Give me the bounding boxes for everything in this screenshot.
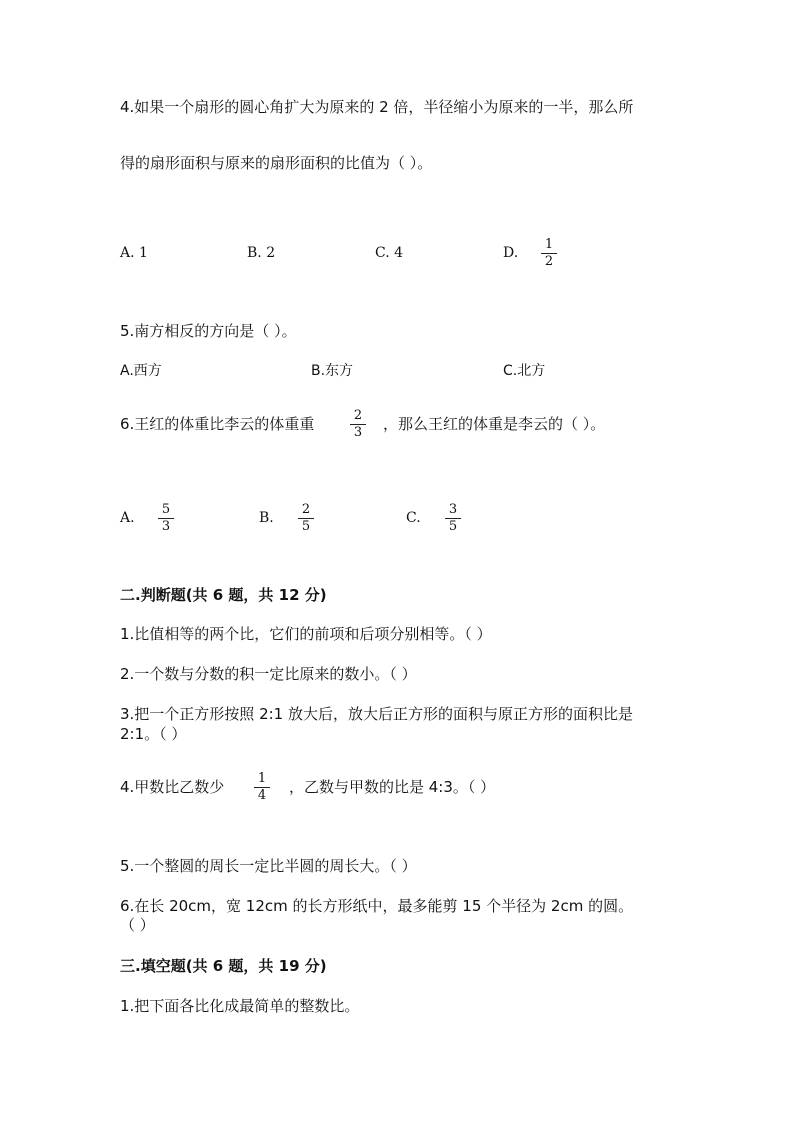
fraction-numerator: 3: [448, 502, 458, 517]
q6-option-b: B.: [259, 510, 274, 526]
q4-option-d: D.: [503, 245, 519, 261]
s2-item-2: 2.一个数与分数的积一定比原来的数小。（ ）: [120, 665, 417, 683]
q4-option-b: B. 2: [247, 245, 276, 261]
s2-item-3-line1: 3.把一个正方形按照 2:1 放大后，放大后正方形的面积与原正方形的面积比是: [120, 705, 633, 723]
q6-option-a-fraction: [156, 503, 176, 534]
q5-option-b: B.东方: [311, 363, 354, 379]
fraction-numerator: 5: [161, 502, 171, 517]
s2-item-1: 1.比值相等的两个比，它们的前项和后项分别相等。（ ）: [120, 625, 492, 643]
fraction-denominator: 3: [353, 425, 363, 440]
section-3-title: 三.填空题(共 6 题，共 19 分): [120, 957, 327, 975]
q6-option-c-fraction: [443, 503, 463, 534]
q4-option-d-fraction: [539, 238, 559, 269]
s2-item-3-line2: 2:1。（ ）: [120, 725, 187, 743]
s2-item-6-line2: （ ）: [120, 916, 155, 934]
q4-option-a: A. 1: [120, 245, 148, 261]
fraction-denominator: 2: [544, 254, 554, 269]
q6-fraction: [348, 409, 368, 440]
q6-text-after: ，那么王红的体重是李云的（ ）。: [383, 415, 606, 433]
fraction-numerator: 1: [544, 237, 554, 252]
fraction-denominator: 5: [301, 519, 311, 534]
fraction-numerator: 1: [257, 771, 267, 786]
s3-item-1: 1.把下面各比化成最简单的整数比。: [120, 997, 360, 1015]
s2-item-4-before: 4.甲数比乙数少: [120, 778, 225, 796]
q6-option-c: C.: [406, 510, 421, 526]
s2-item-6-line1: 6.在长 20cm，宽 12cm 的长方形纸中，最多能剪 15 个半径为 2cm 的圆。: [120, 897, 634, 915]
q6-option-a: A.: [120, 510, 135, 526]
q5-option-a: A.西方: [120, 363, 162, 379]
q4-option-c: C. 4: [375, 245, 404, 261]
q6-text-before: 6.王红的体重比李云的体重重: [120, 415, 315, 433]
q6-option-b-fraction: [296, 503, 316, 534]
fraction-denominator: 3: [161, 519, 171, 534]
s2-item-4-after: ，乙数与甲数的比是 4:3。（ ）: [289, 778, 496, 796]
fraction-denominator: 5: [448, 519, 458, 534]
section-2-title: 二.判断题(共 6 题，共 12 分): [120, 586, 327, 604]
q4-line2: 得的扇形面积与原来的扇形面积的比值为（ ）。: [120, 154, 433, 172]
fraction-denominator: 4: [257, 788, 267, 803]
fraction-numerator: 2: [353, 408, 363, 423]
q5-text: 5.南方相反的方向是（ ）。: [120, 322, 297, 340]
fraction-numerator: 2: [301, 502, 311, 517]
s2-item-5: 5.一个整圆的周长一定比半圆的周长大。（ ）: [120, 857, 417, 875]
q4-line1: 4.如果一个扇形的圆心角扩大为原来的 2 倍，半径缩小为原来的一半，那么所: [120, 98, 634, 116]
s2-item-4-fraction: [252, 772, 272, 803]
q5-option-c: C.北方: [503, 363, 546, 379]
